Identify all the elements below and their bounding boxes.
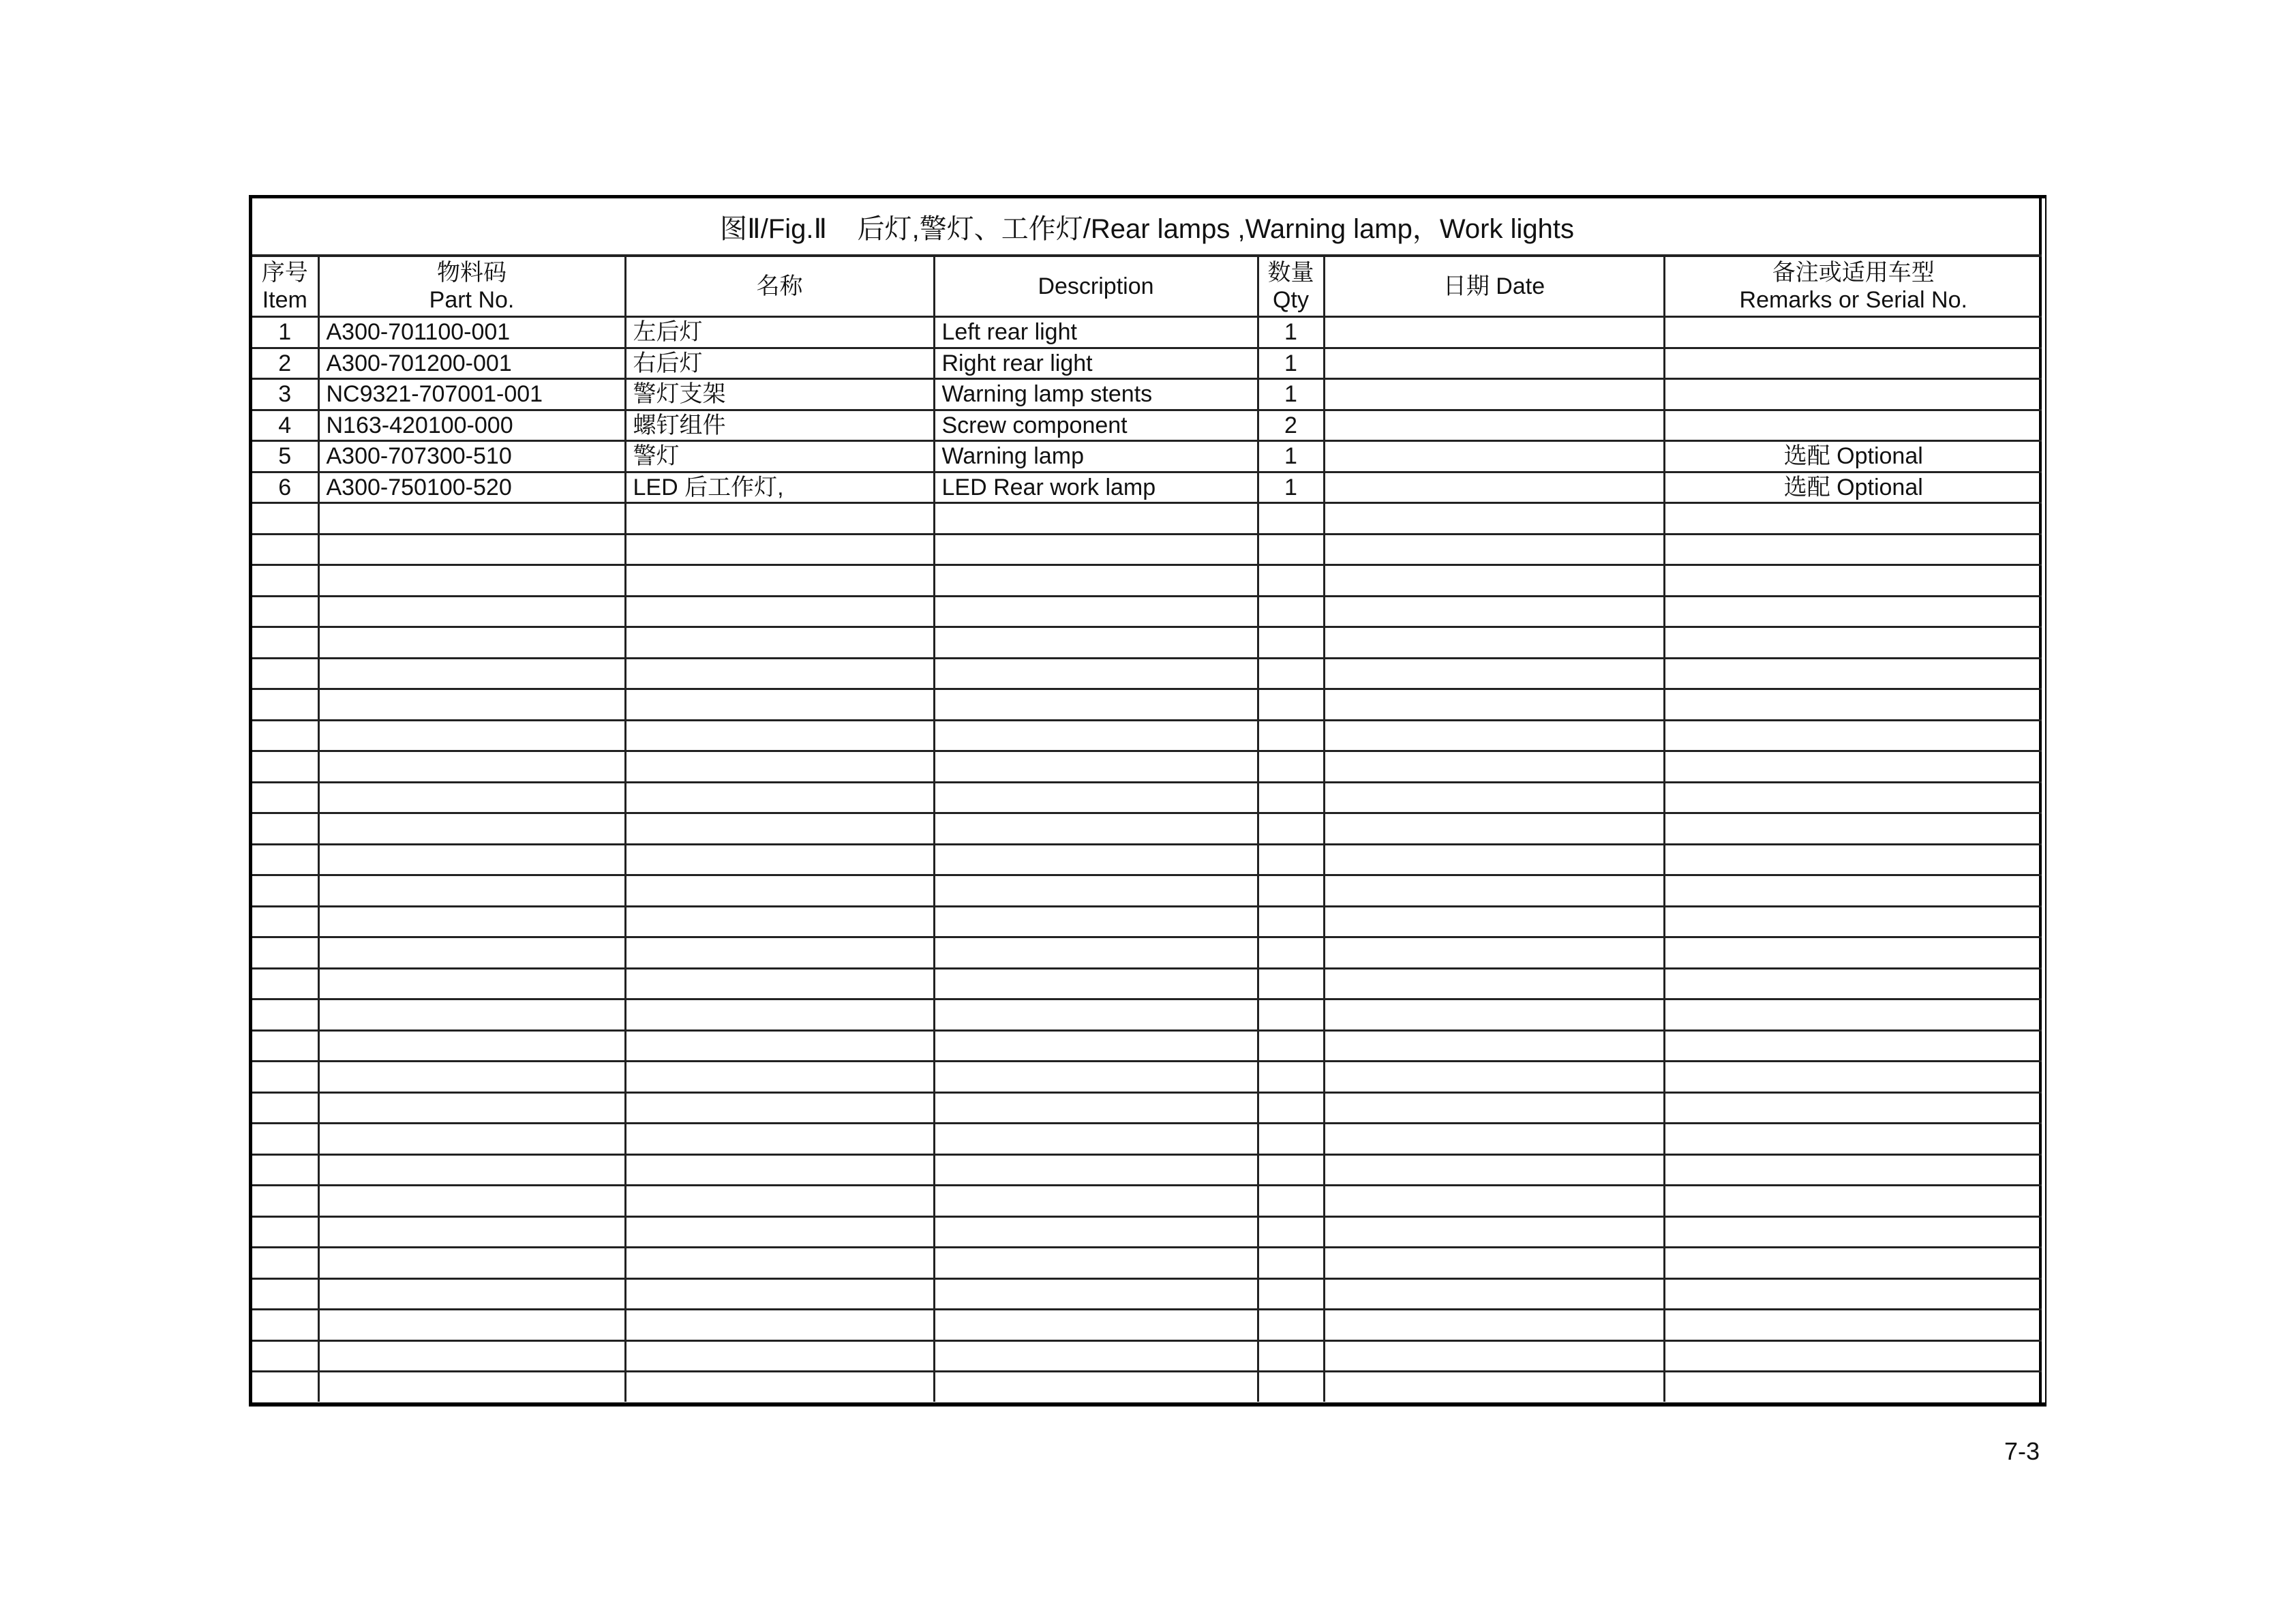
cell-date	[1324, 410, 1664, 441]
cell-part-no: A300-750100-520	[318, 472, 625, 503]
empty-cell	[1324, 999, 1664, 1031]
cell-item: 3	[252, 379, 318, 410]
empty-cell	[1324, 751, 1664, 783]
empty-cell	[318, 1154, 625, 1186]
empty-cell	[625, 999, 934, 1031]
col-header-name: 名称	[625, 257, 934, 317]
empty-cell	[1664, 1062, 2042, 1093]
cell-name: 左后灯	[625, 317, 934, 348]
table-row	[252, 317, 2042, 348]
empty-cell	[934, 906, 1258, 937]
table-row	[252, 348, 2042, 379]
empty-cell	[1258, 968, 1324, 999]
empty-cell	[1324, 1340, 1664, 1372]
empty-table-row	[252, 751, 2042, 783]
cell-name: 警灯	[625, 441, 934, 472]
col-header-qty: 数量 Qty	[1258, 257, 1324, 317]
empty-cell	[318, 1030, 625, 1062]
empty-cell	[1664, 1216, 2042, 1248]
empty-cell	[934, 1030, 1258, 1062]
cell-description: Screw component	[934, 410, 1258, 441]
empty-cell	[1664, 1030, 2042, 1062]
empty-cell	[252, 937, 318, 969]
empty-table-row	[252, 1216, 2042, 1248]
empty-cell	[1324, 1216, 1664, 1248]
empty-cell	[1258, 844, 1324, 875]
empty-cell	[1324, 1154, 1664, 1186]
cell-description: LED Rear work lamp	[934, 472, 1258, 503]
empty-table-row	[252, 999, 2042, 1031]
col-header-item: 序号 Item	[252, 257, 318, 317]
empty-cell	[1664, 1186, 2042, 1217]
empty-cell	[625, 968, 934, 999]
empty-cell	[252, 1310, 318, 1341]
cell-remarks	[1664, 317, 2042, 348]
empty-cell	[1258, 751, 1324, 783]
empty-cell	[1324, 565, 1664, 597]
empty-cell	[1324, 968, 1664, 999]
empty-cell	[1664, 906, 2042, 937]
empty-cell	[252, 596, 318, 627]
empty-cell	[252, 1340, 318, 1372]
empty-cell	[934, 1248, 1258, 1279]
empty-cell	[1664, 1092, 2042, 1124]
empty-cell	[252, 968, 318, 999]
empty-cell	[625, 1310, 934, 1341]
empty-cell	[252, 1092, 318, 1124]
empty-cell	[252, 1154, 318, 1186]
empty-table-row	[252, 720, 2042, 751]
empty-cell	[1324, 1062, 1664, 1093]
empty-cell	[1664, 1124, 2042, 1155]
empty-cell	[318, 968, 625, 999]
cell-date	[1324, 379, 1664, 410]
empty-cell	[625, 1278, 934, 1310]
empty-table-row	[252, 875, 2042, 907]
cell-part-no: A300-701200-001	[318, 348, 625, 379]
col-header-description: Description	[934, 257, 1258, 317]
empty-cell	[934, 1372, 1258, 1402]
empty-cell	[1258, 658, 1324, 689]
cell-remarks	[1664, 410, 2042, 441]
cell-description: Left rear light	[934, 317, 1258, 348]
empty-cell	[252, 720, 318, 751]
empty-cell	[318, 1340, 625, 1372]
empty-cell	[318, 844, 625, 875]
empty-cell	[934, 875, 1258, 907]
cell-item: 2	[252, 348, 318, 379]
empty-cell	[1258, 1092, 1324, 1124]
empty-cell	[252, 751, 318, 783]
empty-table-row	[252, 1186, 2042, 1217]
empty-cell	[934, 1154, 1258, 1186]
empty-cell	[934, 968, 1258, 999]
empty-cell	[934, 751, 1258, 783]
empty-cell	[252, 1372, 318, 1402]
empty-table-row	[252, 1278, 2042, 1310]
empty-cell	[318, 1278, 625, 1310]
empty-cell	[625, 1124, 934, 1155]
empty-cell	[625, 565, 934, 597]
cell-qty: 1	[1258, 441, 1324, 472]
empty-cell	[934, 503, 1258, 535]
empty-cell	[625, 1340, 934, 1372]
empty-cell	[318, 1062, 625, 1093]
empty-cell	[1324, 844, 1664, 875]
empty-cell	[252, 1124, 318, 1155]
empty-cell	[1258, 627, 1324, 659]
cell-item: 5	[252, 441, 318, 472]
empty-cell	[625, 1372, 934, 1402]
table-row	[252, 441, 2042, 472]
cell-item: 4	[252, 410, 318, 441]
empty-cell	[318, 999, 625, 1031]
cell-qty: 1	[1258, 348, 1324, 379]
empty-cell	[1324, 875, 1664, 907]
empty-cell	[252, 1278, 318, 1310]
empty-cell	[1664, 658, 2042, 689]
empty-cell	[1664, 1310, 2042, 1341]
empty-cell	[1258, 1154, 1324, 1186]
table-row	[252, 472, 2042, 503]
empty-cell	[1664, 1372, 2042, 1402]
page-number: 7-3	[2004, 1437, 2040, 1465]
empty-cell	[934, 596, 1258, 627]
empty-cell	[625, 937, 934, 969]
empty-cell	[252, 1248, 318, 1279]
empty-cell	[1324, 534, 1664, 565]
empty-cell	[252, 782, 318, 813]
empty-cell	[318, 751, 625, 783]
empty-cell	[1664, 751, 2042, 783]
empty-cell	[1324, 1278, 1664, 1310]
empty-cell	[1258, 1372, 1324, 1402]
empty-cell	[934, 689, 1258, 721]
empty-cell	[934, 782, 1258, 813]
empty-cell	[625, 596, 934, 627]
empty-cell	[1324, 720, 1664, 751]
empty-cell	[934, 1340, 1258, 1372]
empty-cell	[625, 1186, 934, 1217]
empty-cell	[1258, 1278, 1324, 1310]
empty-cell	[1258, 1310, 1324, 1341]
empty-cell	[1324, 1372, 1664, 1402]
empty-cell	[1324, 689, 1664, 721]
empty-cell	[318, 1186, 625, 1217]
empty-cell	[1324, 658, 1664, 689]
empty-cell	[252, 534, 318, 565]
empty-cell	[1664, 565, 2042, 597]
empty-cell	[934, 1062, 1258, 1093]
empty-cell	[252, 1030, 318, 1062]
empty-cell	[625, 813, 934, 845]
empty-table-row	[252, 1124, 2042, 1155]
cell-remarks	[1664, 379, 2042, 410]
empty-cell	[318, 1248, 625, 1279]
empty-cell	[934, 813, 1258, 845]
empty-cell	[1258, 1030, 1324, 1062]
empty-table-row	[252, 627, 2042, 659]
empty-cell	[318, 1216, 625, 1248]
empty-cell	[934, 1124, 1258, 1155]
empty-cell	[934, 999, 1258, 1031]
empty-cell	[625, 906, 934, 937]
empty-cell	[934, 844, 1258, 875]
empty-cell	[1324, 627, 1664, 659]
empty-cell	[934, 658, 1258, 689]
col-header-remarks: 备注或适用车型 Remarks or Serial No.	[1664, 257, 2042, 317]
empty-cell	[252, 627, 318, 659]
empty-cell	[1258, 1124, 1324, 1155]
empty-cell	[625, 503, 934, 535]
empty-cell	[625, 751, 934, 783]
empty-cell	[1258, 782, 1324, 813]
cell-item: 1	[252, 317, 318, 348]
empty-cell	[1258, 906, 1324, 937]
empty-cell	[934, 565, 1258, 597]
empty-cell	[1324, 1186, 1664, 1217]
empty-cell	[318, 813, 625, 845]
empty-table-row	[252, 1062, 2042, 1093]
empty-cell	[1664, 875, 2042, 907]
empty-cell	[252, 906, 318, 937]
empty-table-row	[252, 596, 2042, 627]
empty-cell	[934, 534, 1258, 565]
empty-cell	[625, 534, 934, 565]
cell-date	[1324, 317, 1664, 348]
empty-table-row	[252, 1372, 2042, 1402]
figure-title-text: 后灯,警灯、工作灯/Rear lamps ,Warning lamp，Work lights	[857, 213, 1574, 244]
cell-date	[1324, 472, 1664, 503]
cell-description: Warning lamp stents	[934, 379, 1258, 410]
empty-cell	[1664, 596, 2042, 627]
empty-cell	[1258, 999, 1324, 1031]
empty-cell	[625, 658, 934, 689]
empty-cell	[252, 658, 318, 689]
empty-table-row	[252, 1248, 2042, 1279]
right-border-thin	[2045, 195, 2046, 1407]
empty-cell	[1258, 503, 1324, 535]
cell-date	[1324, 348, 1664, 379]
empty-cell	[1258, 1216, 1324, 1248]
empty-cell	[318, 1310, 625, 1341]
header-row	[252, 257, 2042, 317]
empty-cell	[318, 1124, 625, 1155]
empty-cell	[1664, 968, 2042, 999]
empty-cell	[1258, 565, 1324, 597]
empty-cell	[1664, 999, 2042, 1031]
empty-table-row	[252, 1340, 2042, 1372]
empty-cell	[1324, 596, 1664, 627]
empty-table-row	[252, 565, 2042, 597]
empty-cell	[1664, 1154, 2042, 1186]
empty-cell	[625, 627, 934, 659]
empty-table-row	[252, 906, 2042, 937]
empty-table-row	[252, 689, 2042, 721]
cell-qty: 1	[1258, 472, 1324, 503]
empty-cell	[318, 689, 625, 721]
cell-date	[1324, 441, 1664, 472]
col-header-date: 日期 Date	[1324, 257, 1664, 317]
empty-cell	[318, 658, 625, 689]
empty-cell	[318, 565, 625, 597]
empty-cell	[1664, 937, 2042, 969]
empty-cell	[252, 1062, 318, 1093]
empty-cell	[625, 1092, 934, 1124]
empty-cell	[1324, 906, 1664, 937]
empty-cell	[1258, 1340, 1324, 1372]
empty-table-row	[252, 1154, 2042, 1186]
empty-cell	[934, 1216, 1258, 1248]
empty-table-row	[252, 1030, 2042, 1062]
empty-cell	[1664, 844, 2042, 875]
empty-table-row	[252, 968, 2042, 999]
cell-remarks: 选配 Optional	[1664, 472, 2042, 503]
table-row	[252, 379, 2042, 410]
cell-name: 警灯支架	[625, 379, 934, 410]
empty-cell	[318, 1092, 625, 1124]
empty-cell	[318, 534, 625, 565]
empty-cell	[1258, 875, 1324, 907]
empty-cell	[1258, 596, 1324, 627]
cell-part-no: A300-701100-001	[318, 317, 625, 348]
empty-cell	[1258, 937, 1324, 969]
empty-cell	[318, 503, 625, 535]
empty-cell	[252, 844, 318, 875]
empty-cell	[318, 596, 625, 627]
empty-cell	[252, 565, 318, 597]
empty-table-row	[252, 534, 2042, 565]
empty-cell	[1258, 534, 1324, 565]
cell-description: Right rear light	[934, 348, 1258, 379]
empty-cell	[1324, 782, 1664, 813]
parts-table	[252, 257, 2042, 1402]
empty-cell	[1324, 1124, 1664, 1155]
empty-cell	[252, 1186, 318, 1217]
empty-cell	[625, 844, 934, 875]
figure-title	[252, 198, 2042, 257]
empty-cell	[625, 1248, 934, 1279]
empty-cell	[934, 627, 1258, 659]
cell-name: LED 后工作灯,	[625, 472, 934, 503]
cell-qty: 2	[1258, 410, 1324, 441]
empty-cell	[1258, 813, 1324, 845]
col-header-part-no: 物料码 Part No.	[318, 257, 625, 317]
cell-name: 右后灯	[625, 348, 934, 379]
empty-cell	[1258, 1186, 1324, 1217]
empty-table-row	[252, 658, 2042, 689]
empty-cell	[1258, 1248, 1324, 1279]
empty-cell	[1324, 1092, 1664, 1124]
empty-cell	[1664, 813, 2042, 845]
empty-cell	[1258, 1062, 1324, 1093]
empty-table-row	[252, 844, 2042, 875]
empty-cell	[318, 937, 625, 969]
empty-cell	[1324, 1310, 1664, 1341]
empty-cell	[1664, 534, 2042, 565]
empty-cell	[1324, 1248, 1664, 1279]
empty-cell	[625, 782, 934, 813]
table-row	[252, 410, 2042, 441]
parts-list-sheet	[249, 195, 2046, 1407]
empty-cell	[1664, 782, 2042, 813]
empty-cell	[934, 1186, 1258, 1217]
empty-cell	[318, 782, 625, 813]
empty-table-row	[252, 503, 2042, 535]
empty-table-row	[252, 1310, 2042, 1341]
empty-cell	[252, 813, 318, 845]
cell-qty: 1	[1258, 379, 1324, 410]
empty-table-row	[252, 782, 2042, 813]
empty-cell	[625, 875, 934, 907]
empty-cell	[252, 503, 318, 535]
empty-cell	[625, 720, 934, 751]
empty-cell	[934, 937, 1258, 969]
cell-remarks	[1664, 348, 2042, 379]
empty-cell	[625, 689, 934, 721]
empty-cell	[1664, 1278, 2042, 1310]
cell-qty: 1	[1258, 317, 1324, 348]
empty-cell	[1324, 813, 1664, 845]
empty-cell	[934, 1278, 1258, 1310]
empty-cell	[1324, 503, 1664, 535]
empty-table-row	[252, 1092, 2042, 1124]
empty-cell	[318, 875, 625, 907]
empty-cell	[625, 1062, 934, 1093]
empty-table-row	[252, 813, 2042, 845]
empty-cell	[1324, 1030, 1664, 1062]
empty-cell	[1324, 937, 1664, 969]
empty-cell	[252, 1216, 318, 1248]
empty-cell	[252, 689, 318, 721]
cell-part-no: NC9321-707001-001	[318, 379, 625, 410]
empty-cell	[1664, 1340, 2042, 1372]
empty-cell	[934, 720, 1258, 751]
empty-cell	[1258, 720, 1324, 751]
empty-cell	[252, 875, 318, 907]
cell-item: 6	[252, 472, 318, 503]
cell-part-no: N163-420100-000	[318, 410, 625, 441]
empty-cell	[625, 1030, 934, 1062]
figure-label: 图Ⅱ/Fig.Ⅱ	[720, 213, 828, 244]
empty-cell	[1664, 689, 2042, 721]
empty-cell	[318, 1372, 625, 1402]
empty-cell	[1258, 689, 1324, 721]
cell-name: 螺钉组件	[625, 410, 934, 441]
empty-cell	[252, 999, 318, 1031]
cell-description: Warning lamp	[934, 441, 1258, 472]
empty-cell	[934, 1310, 1258, 1341]
empty-cell	[625, 1216, 934, 1248]
empty-cell	[1664, 1248, 2042, 1279]
empty-cell	[318, 627, 625, 659]
empty-cell	[934, 1092, 1258, 1124]
cell-remarks: 选配 Optional	[1664, 441, 2042, 472]
empty-cell	[318, 906, 625, 937]
empty-table-row	[252, 937, 2042, 969]
empty-cell	[1664, 627, 2042, 659]
empty-cell	[318, 720, 625, 751]
empty-cell	[1664, 720, 2042, 751]
empty-cell	[1664, 503, 2042, 535]
cell-part-no: A300-707300-510	[318, 441, 625, 472]
empty-cell	[625, 1154, 934, 1186]
